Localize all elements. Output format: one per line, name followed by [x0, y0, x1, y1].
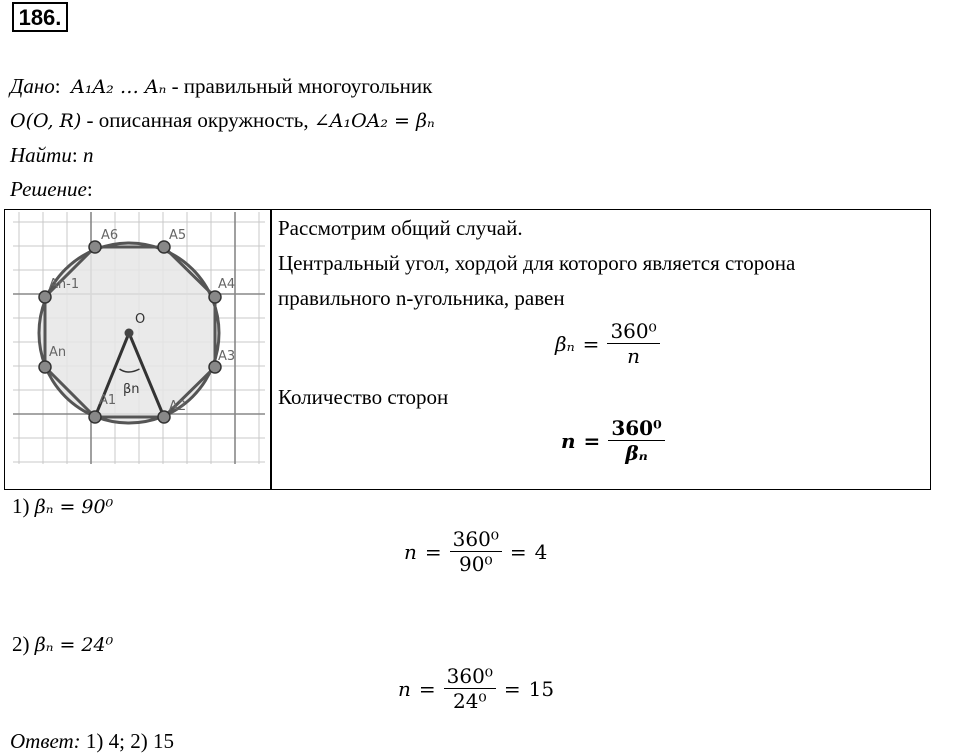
label-a3: A3 [218, 349, 236, 364]
given-line-polygon: Дано: A₁A₂ … Aₙ - правильный многоугольник [10, 74, 433, 98]
case2-condition-line [12, 632, 113, 657]
formula2-denominator: βₙ [625, 441, 648, 465]
formula-central-angle [555, 320, 660, 367]
formula2-lhs: n [561, 428, 576, 453]
case2-equals-2: = [503, 676, 521, 701]
label-a1: A1 [99, 393, 117, 408]
case2-formula [398, 665, 554, 712]
center-point [125, 329, 134, 338]
case1-formula [404, 528, 547, 575]
case2-lhs: n [398, 676, 411, 701]
case1-condition: βₙ = 90⁰ [34, 496, 114, 518]
case1-fraction [450, 528, 502, 575]
case2-result: 15 [528, 676, 555, 701]
label-angle: βn [123, 382, 140, 397]
circle-description: - описанная окружность, [86, 108, 309, 132]
label-center: O [135, 312, 146, 327]
label-a6: A6 [101, 228, 119, 243]
formula1-fraction [607, 320, 659, 367]
polygon-figure-svg [13, 212, 265, 464]
formula2-numerator: 360⁰ [608, 417, 665, 441]
solution-heading: Решение: [10, 177, 93, 201]
case1-label: 1) [12, 494, 30, 518]
case1-denominator: 90⁰ [459, 552, 493, 576]
label-a2: A2 [169, 399, 187, 414]
case2-label: 2) [12, 632, 30, 656]
vertex-an-1 [39, 291, 51, 303]
explanation-line-4: Количество сторон [278, 385, 449, 409]
problem-number: 186. [12, 2, 68, 32]
answer-line [10, 729, 174, 754]
case1-numerator: 360⁰ [450, 528, 502, 552]
case2-equals-1: = [418, 676, 436, 701]
solution-table [4, 209, 931, 490]
given-line-circle [10, 108, 435, 133]
vertex-an [39, 361, 51, 373]
case1-equals-2: = [509, 539, 527, 564]
formula2-equals: = [583, 428, 601, 453]
polygon-description: - правильный многоугольник [171, 74, 433, 98]
solution-label: Решение [10, 177, 87, 201]
answer-label: Ответ: [10, 729, 81, 753]
formula2-fraction [608, 417, 665, 464]
polygon-figure [13, 212, 265, 469]
table-divider [270, 210, 272, 489]
case2-denominator: 24⁰ [453, 689, 487, 713]
case2-fraction [444, 665, 496, 712]
formula-sides [561, 417, 665, 464]
label-an-1: An-1 [49, 277, 80, 292]
case1-lhs: n [404, 539, 417, 564]
vertex-a4 [209, 291, 221, 303]
circle-notation: O(O, R) [10, 110, 82, 132]
answer-value: 1) 4; 2) 15 [85, 729, 174, 753]
explanation-line-2: Центральный угол, хордой для которого является сторона [278, 251, 796, 275]
vertex-a6 [89, 241, 101, 253]
label-an: An [49, 345, 67, 360]
formula1-denominator: n [627, 344, 640, 368]
case1-equals-1: = [424, 539, 442, 564]
find-value: n [82, 143, 94, 167]
case1-result: 4 [534, 539, 548, 564]
vertex-a1 [89, 411, 101, 423]
given-label: Дано [10, 74, 55, 98]
label-a4: A4 [218, 277, 236, 292]
case2-numerator: 360⁰ [444, 665, 496, 689]
label-a5: A5 [169, 228, 187, 243]
explanation-line-1: Рассмотрим общий случай. [278, 216, 523, 240]
formula1-numerator: 360⁰ [607, 320, 659, 344]
find-line: Найти: n [10, 143, 94, 167]
case1-condition-line [12, 494, 113, 519]
case2-condition: βₙ = 24⁰ [34, 634, 114, 656]
formula1-lhs: βₙ [555, 331, 575, 356]
polygon-notation: A₁A₂ … Aₙ [71, 76, 167, 98]
find-label: Найти [10, 143, 72, 167]
explanation-line-3: правильного n-угольника, равен [278, 286, 565, 310]
formula1-equals: = [582, 331, 600, 356]
angle-notation: ∠A₁OA₂ = βₙ [313, 110, 435, 132]
